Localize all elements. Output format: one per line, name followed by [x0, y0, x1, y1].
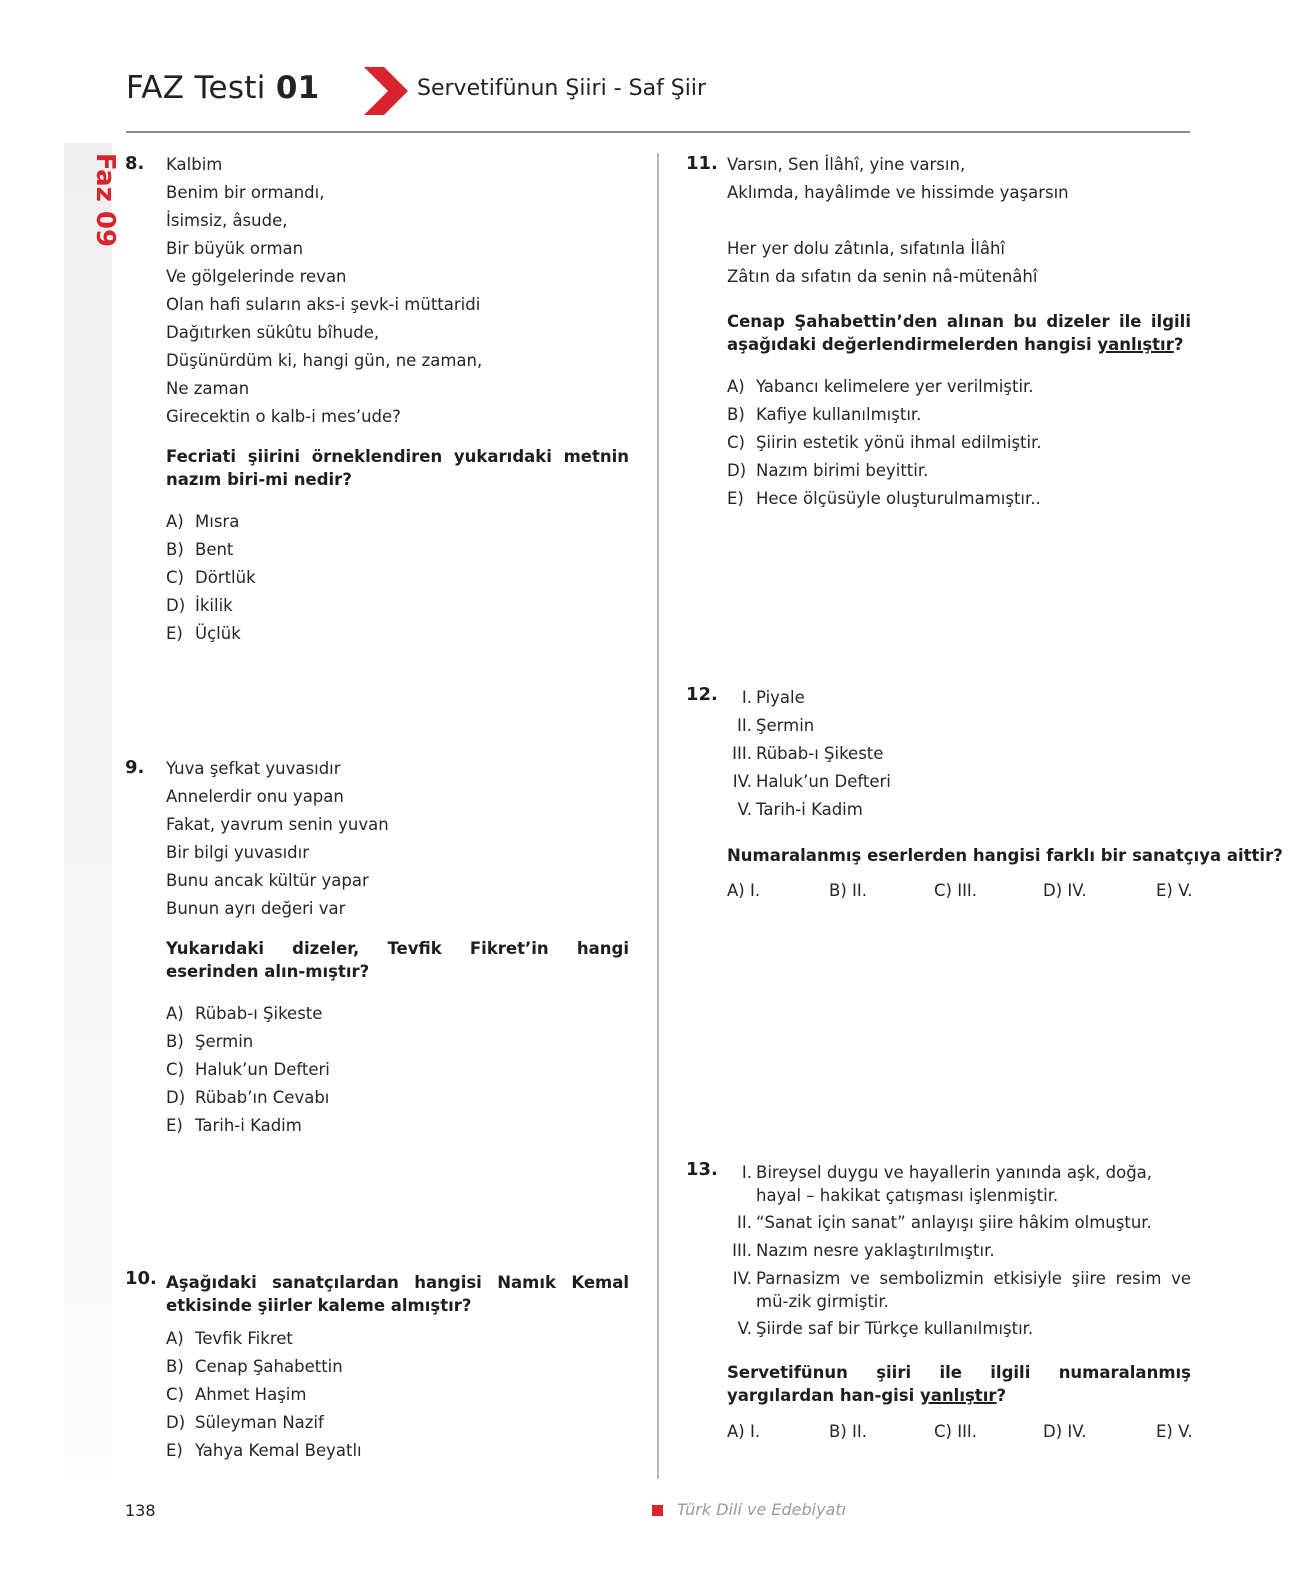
answer-option[interactable] — [166, 1060, 330, 1079]
poem-line: Kalbim — [166, 155, 223, 174]
question-number: 11. — [686, 153, 718, 174]
answer-option[interactable]: E) V. — [1156, 1422, 1193, 1441]
roman-numeral: I. — [741, 688, 752, 707]
option-letter: B) — [166, 1357, 184, 1376]
answer-option[interactable] — [727, 433, 1042, 452]
answer-option[interactable]: C) III. — [934, 1422, 978, 1441]
option-text: Üçlük — [195, 624, 241, 643]
option-text: Şiirin estetik yönü ihmal edilmiştir. — [756, 433, 1042, 452]
option-letter: A) — [727, 377, 745, 396]
roman-numeral: III. — [732, 744, 752, 763]
option-text: Cenap Şahabettin — [195, 1357, 343, 1376]
poem-line: Varsın, Sen İlâhî, yine varsın, — [727, 155, 966, 174]
option-letter: A) — [166, 512, 184, 531]
answer-option[interactable]: B) II. — [829, 881, 867, 900]
page-number: 138 — [125, 1501, 156, 1520]
test-number: 01 — [275, 70, 320, 106]
poem-line: Ne zaman — [166, 379, 250, 398]
answer-option[interactable] — [166, 1116, 302, 1135]
item-text: Bireysel duygu ve hayallerin yanında aşk, doğa, hayal – hakikat çatışması işlenmiştir. — [756, 1163, 1153, 1205]
roman-numeral: IV. — [732, 772, 752, 791]
poem-line: İsimsiz, âsude, — [166, 211, 288, 230]
chevron-right-icon — [364, 67, 408, 115]
option-letter: A) — [166, 1004, 184, 1023]
poem-line: Aklımda, hayâlimde ve hissimde yaşarsın — [727, 183, 1069, 202]
answer-option[interactable] — [166, 1329, 293, 1348]
stem-emphasis: yanlıştır — [920, 1386, 997, 1405]
stem-text: ? — [996, 1386, 1007, 1405]
option-letter: A) — [166, 1329, 184, 1348]
answer-option[interactable]: C) III. — [934, 881, 978, 900]
question-number: 10. — [125, 1268, 157, 1289]
option-text: Şermin — [195, 1032, 254, 1051]
question-stem — [727, 310, 1191, 356]
question-number: 13. — [686, 1159, 718, 1180]
roman-item — [737, 714, 1191, 737]
poem-line: Bir büyük orman — [166, 239, 304, 258]
roman-item — [732, 770, 1191, 793]
answer-option[interactable]: B) II. — [829, 1422, 867, 1441]
question-number: 12. — [686, 684, 718, 705]
poem-line: Yuva şefkat yuvasıdır — [166, 759, 341, 778]
answer-option[interactable] — [166, 1385, 306, 1404]
roman-numeral: II. — [737, 1213, 752, 1232]
poem-line: Düşünürdüm ki, hangi gün, ne zaman, — [166, 351, 483, 370]
option-letter: E) — [166, 1441, 183, 1460]
option-letter: D) — [166, 1088, 186, 1107]
answer-option[interactable] — [166, 1032, 253, 1051]
option-letter: C) — [166, 1385, 184, 1404]
roman-numeral: IV. — [732, 1269, 752, 1288]
option-text: Rübab-ı Şikeste — [195, 1004, 323, 1023]
question-stem: Numaralanmış eserlerden hangisi farklı bir sanatçıya aittir? — [727, 846, 1283, 865]
poem-line: Bunu ancak kültür yapar — [166, 871, 369, 890]
item-text: Piyale — [756, 688, 805, 707]
header-divider — [126, 131, 1190, 133]
item-text: Şermin — [756, 716, 815, 735]
book-title: Türk Dili ve Edebiyatı — [677, 1500, 847, 1519]
poem-line: Zâtın da sıfatın da senin nâ-mütenâhî — [727, 267, 1038, 286]
option-text: Rübab’ın Cevabı — [195, 1088, 330, 1107]
option-text: Tarih-i Kadim — [195, 1116, 302, 1135]
column-divider — [657, 153, 659, 1479]
question-stem: Yukarıdaki dizeler, Tevfik Fikret’in hangi eserinden alın-mıştır? — [166, 939, 629, 981]
option-letter: C) — [166, 568, 184, 587]
answer-option[interactable] — [166, 568, 256, 587]
answer-option[interactable]: D) IV. — [1043, 1422, 1087, 1441]
answer-option[interactable] — [166, 512, 239, 531]
roman-numeral: V. — [737, 800, 752, 819]
option-text: Süleyman Nazif — [195, 1413, 324, 1432]
footer-square-icon — [652, 1505, 663, 1516]
item-text: Şiirde saf bir Türkçe kullanılmıştır. — [756, 1319, 1034, 1338]
answer-option[interactable] — [727, 405, 921, 424]
poem-line: Ve gölgelerinde revan — [166, 267, 347, 286]
option-letter: D) — [166, 1413, 186, 1432]
option-letter: D) — [727, 461, 747, 480]
option-letter: C) — [727, 433, 745, 452]
roman-item — [741, 686, 1191, 709]
answer-option[interactable] — [166, 1004, 322, 1023]
stem-text: Servetifünun şiiri ile ilgili numaralanmış yargılardan han-gisi — [727, 1363, 1191, 1405]
question-stem: Fecriati şiirini örneklendiren yukarıdaki metnin nazım biri-mi nedir? — [166, 447, 629, 489]
stem-emphasis: yanlıştır — [1097, 335, 1174, 354]
roman-numeral: V. — [737, 1319, 752, 1338]
question-stem — [727, 1361, 1191, 1407]
question-stem: Aşağıdaki sanatçılardan hangisi Namık Kemal etkisinde şiirler kaleme almıştır? — [166, 1273, 629, 1315]
option-text: Dörtlük — [195, 568, 256, 587]
option-text: Tevfik Fikret — [195, 1329, 293, 1348]
item-text: “Sanat için sanat” anlayışı şiire hâkim olmuştur. — [756, 1213, 1152, 1232]
option-text: Kafiye kullanılmıştır. — [756, 405, 922, 424]
poem-line: Olan hafi suların aks-i şevk-i müttaridi — [166, 295, 481, 314]
svg-text:Faz 09: Faz 09 — [90, 152, 120, 248]
answer-option[interactable]: D) IV. — [1043, 881, 1087, 900]
answer-option[interactable] — [166, 1441, 362, 1460]
side-strip — [64, 143, 112, 1478]
poem-line: Benim bir ormandı, — [166, 183, 325, 202]
poem-line: Bunun ayrı değeri var — [166, 899, 346, 918]
option-letter: D) — [166, 596, 186, 615]
stem-text: ? — [1173, 335, 1184, 354]
faz-09-side-label — [67, 150, 120, 250]
answer-option[interactable] — [166, 1357, 343, 1376]
option-letter: C) — [166, 1060, 184, 1079]
option-letter: B) — [727, 405, 745, 424]
test-title — [126, 70, 320, 106]
answer-option[interactable] — [166, 1413, 324, 1432]
test-subtitle: Servetifünun Şiiri - Saf Şiir — [417, 76, 707, 101]
answer-option[interactable]: E) V. — [1156, 881, 1193, 900]
option-text: Haluk’un Defteri — [195, 1060, 330, 1079]
roman-item — [737, 798, 1191, 821]
answer-option[interactable]: A) I. — [727, 881, 761, 900]
option-text: Yabancı kelimelere yer verilmiştir. — [756, 377, 1034, 396]
option-text: Nazım birimi beyittir. — [756, 461, 929, 480]
option-text: Hece ölçüsüyle oluşturulmamıştır.. — [756, 489, 1041, 508]
option-letter: E) — [166, 1116, 183, 1135]
item-text: Tarih-i Kadim — [756, 800, 863, 819]
item-text: Parnasizm ve sembolizmin etkisiyle şiire resim ve mü-zik girmiştir. — [756, 1269, 1191, 1311]
answer-option[interactable] — [166, 596, 233, 615]
roman-numeral: III. — [732, 1241, 752, 1260]
roman-item — [732, 1239, 1191, 1262]
answer-option[interactable] — [727, 461, 928, 480]
option-text: Mısra — [195, 512, 240, 531]
roman-item — [732, 742, 1191, 765]
answer-option[interactable] — [166, 1088, 329, 1107]
option-letter: E) — [166, 624, 183, 643]
roman-item — [737, 1211, 1191, 1234]
item-text: Haluk’un Defteri — [756, 772, 891, 791]
option-letter: E) — [727, 489, 744, 508]
roman-numeral: II. — [737, 716, 752, 735]
faz-label: FAZ Testi — [126, 70, 266, 106]
answer-option[interactable] — [727, 489, 1041, 508]
option-letter: B) — [166, 540, 184, 559]
option-text: Ahmet Haşim — [195, 1385, 307, 1404]
poem-line: Bir bilgi yuvasıdır — [166, 843, 309, 862]
answer-option[interactable] — [166, 624, 241, 643]
answer-option[interactable]: A) I. — [727, 1422, 761, 1441]
poem-line: Fakat, yavrum senin yuvan — [166, 815, 389, 834]
option-text: Bent — [195, 540, 234, 559]
roman-item — [737, 1317, 1191, 1340]
poem-line: Annelerdir onu yapan — [166, 787, 344, 806]
option-letter: B) — [166, 1032, 184, 1051]
item-text: Nazım nesre yaklaştırılmıştır. — [756, 1241, 995, 1260]
stem-text: Cenap Şahabettin’den alınan bu dizeler ile ilgili aşağıdaki değerlendirmelerden hangisi — [727, 312, 1191, 354]
poem-line: Her yer dolu zâtınla, sıfatınla İlâhî — [727, 239, 1006, 258]
roman-item — [732, 1267, 1191, 1313]
answer-option[interactable] — [727, 377, 1034, 396]
roman-numeral: I. — [741, 1163, 752, 1182]
poem-line: Dağıtırken sükûtu bîhude, — [166, 323, 380, 342]
option-text: İkilik — [195, 596, 233, 615]
option-text: Yahya Kemal Beyatlı — [195, 1441, 362, 1460]
roman-item — [741, 1161, 1191, 1207]
answer-option[interactable] — [166, 540, 233, 559]
question-number: 8. — [125, 153, 145, 174]
poem-line: Girecektin o kalb-i mes’ude? — [166, 407, 401, 426]
question-number: 9. — [125, 757, 145, 778]
item-text: Rübab-ı Şikeste — [756, 744, 884, 763]
